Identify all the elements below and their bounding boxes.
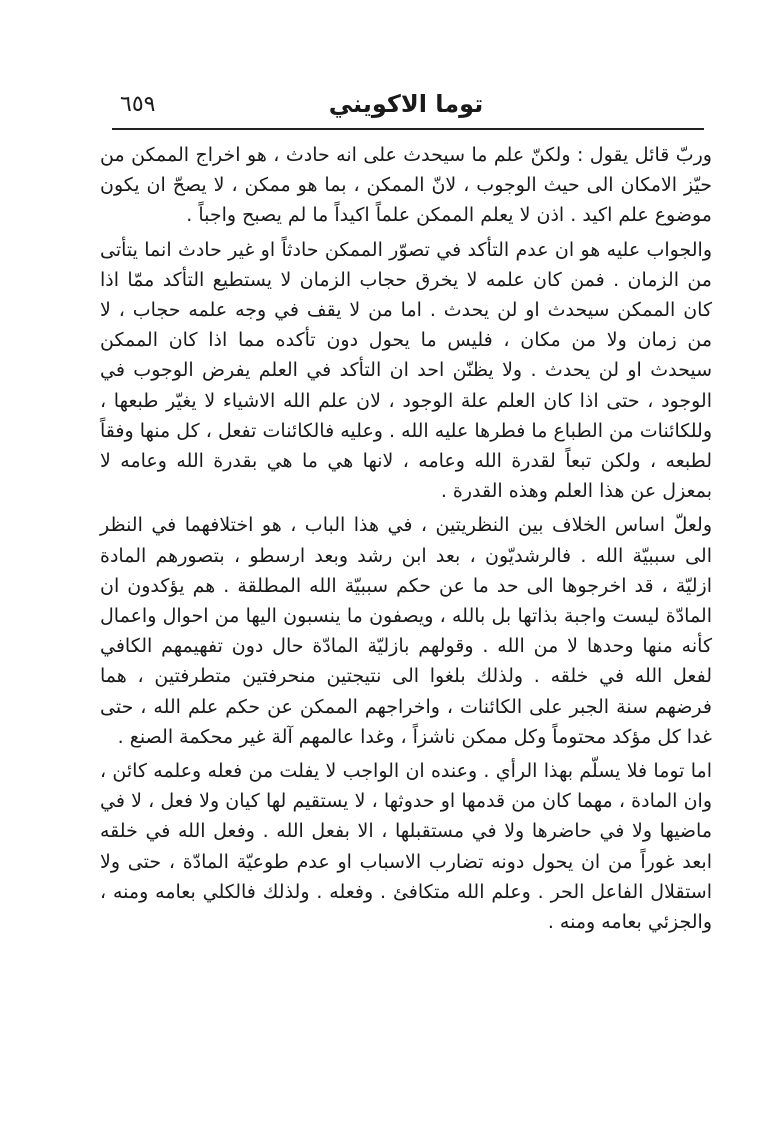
paragraph-1: وربّ قائل يقول : ولكنّ علم ما سيحدث على انه حادث ، هو اخراج الممكن من حيّز الامكان الى حيث الوجوب ، لانّ الممكن ، بما هو ممكن ، لا يصحّ ان يكون موضوع علم اكيد . اذن لا يعلم الممكن علماً اكيداً ما لم يصبح واجباً .: [100, 144, 712, 227]
paragraph-2: والجواب عليه هو ان عدم التأكد في تصوّر الممكن حادثاً او غير حادث انما يتأتى من الزمان . فمن كان علمه لا يخرق حجاب الزمان لا يستطيع التأكد ممّا اذا كان الممكن سيحدث او لن يحدث . اما من لا يقف في وجه علمه حجاب ، لا من زمان ولا من مكان ، فليس ما يحول دون تأكده مما اذا كان الممكن سيحدث او لن يحدث . ولا يظنّن احد ان التأكد في العلم يفرض الوجوب في الوجود ، حتى اذا كان العلم علة الوجود ، لان علم الله الاشياء لا يغيّر طبعها ، وللكائنات من الطباع ما فطرها عليه الله . وعليه فالكائنات تفعل ، كل منها وفقاً لطبعه ، ولكن تبعاً لقدرة الله وعامه ، لانها هي ما هي بقدرة الله وعامه لا بمعزل عن هذا العلم وهذه القدرة .: [100, 238, 712, 503]
page-header: [112, 84, 700, 124]
paragraph-3: ولعلّ اساس الخلاف بين النظريتين ، في هذا الباب ، هو اختلافهما في النظر الى سببيّة الله . فالرشديّون ، بعد ابن رشد وبعد ارسطو ، بتصورهم المادة ازليّة ، قد اخرجوها الى حد ما عن حكم سببيّة الله المطلقة . هم يؤكدون ان المادّة ليست واجبة بذاتها بل بالله ، ويصفون ما ينسبون اليها من احوال واعمال كأنه منها وحدها لا من الله . وقولهم بازليّة المادّة حال دون تفهيمهم الكافي لفعل الله في خلقه . ولذلك بلغوا الى نتيجتين منحرفتين متطرفتين ، هما فرضهم سنة الجبر على الكائنات ، واخراجهم الممكن عن حكم علم الله ، حتى غدا كل مؤكد محتوماً وكل ممكن ناشزاً ، وغدا عالمهم آلة غير محكمة الصنع .: [100, 514, 712, 748]
paragraph-4: اما توما فلا يسلّم بهذا الرأي . وعنده ان الواجب لا يفلت من فعله وعلمه كائن ، وان المادة ، مهما كان من قدمها او حدوثها ، لا يستقيم لها كيان ولا فعل ، لا في ماضيها ولا في حاضرها ولا في مستقبلها ، الا بفعل الله . وفعل الله في خلقه ابعد غوراً من ان يحول دونه تضارب الاسباب او عدم طوعيّة المادّة ، حتى ولا استقلال الفاعل الحر . وعلم الله متكافئ . وفعله . ولذلك فالكلي بعامه ومنه ، والجزئي بعامه ومنه .: [100, 760, 712, 934]
body-text: [100, 140, 712, 941]
header-rule: [112, 128, 704, 130]
page-number: ٦٥٩: [120, 92, 156, 117]
running-title: توما الاكويني: [328, 90, 484, 118]
